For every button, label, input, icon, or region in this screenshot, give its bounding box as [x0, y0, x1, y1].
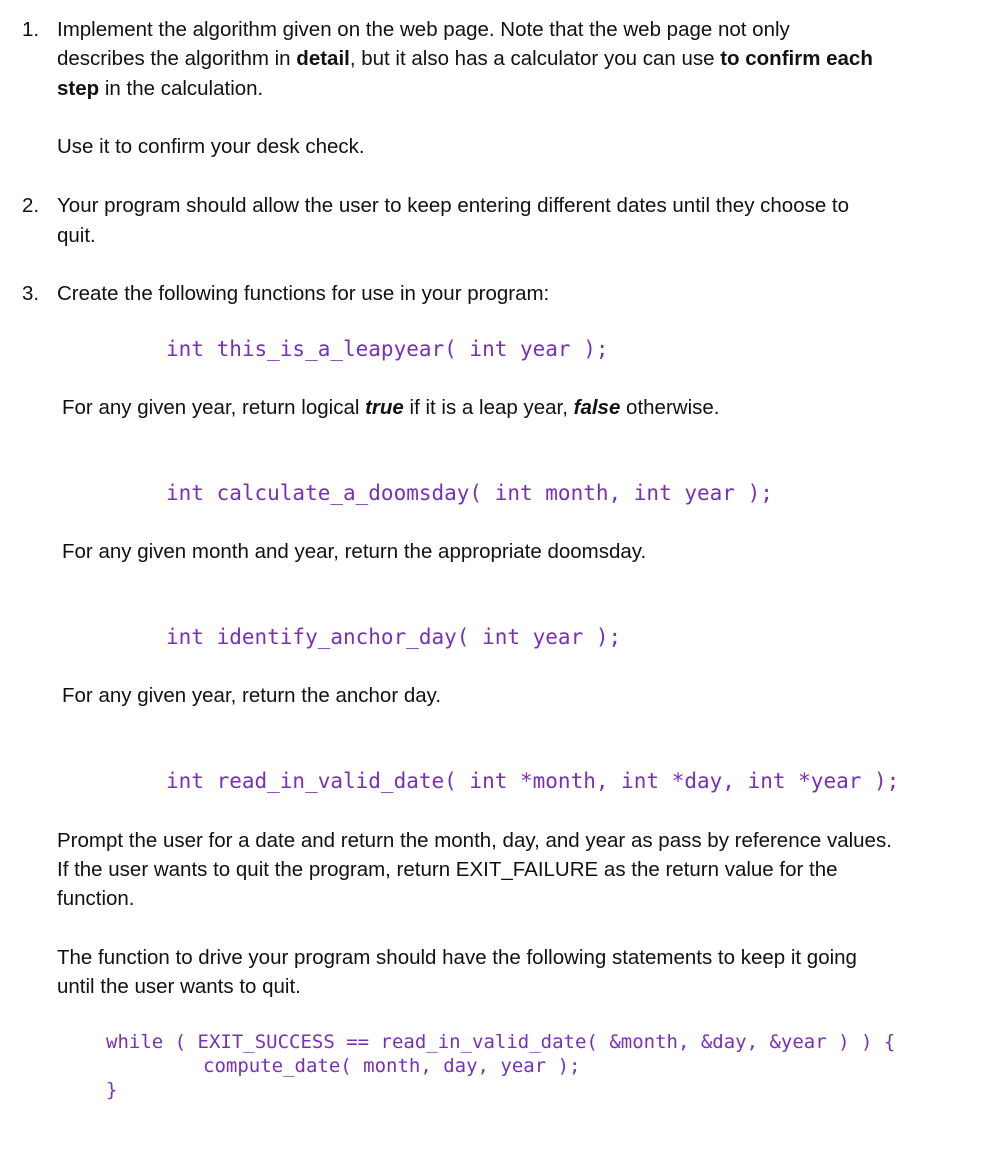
list-number-3: 3. [22, 282, 40, 305]
item-1-line-4: Use it to confirm your desk check. [57, 135, 365, 158]
text-run: if it is a leap year, [403, 396, 574, 419]
function-desc-read-date-line-2: If the user wants to quit the program, return EXIT_FAILURE as the return value for the [57, 858, 838, 881]
driver-code-line-2: compute_date( month, day, year ); [203, 1055, 581, 1077]
driver-code-line-1: while ( EXIT_SUCCESS == read_in_valid_date( &month, &day, &year ) ) { [106, 1031, 896, 1053]
text-run: in the calculation. [99, 77, 264, 100]
function-signature-leapyear: int this_is_a_leapyear( int year ); [166, 337, 609, 361]
list-number-1: 1. [22, 18, 40, 41]
list-number-2: 2. [22, 194, 40, 217]
function-signature-anchor-day: int identify_anchor_day( int year ); [166, 625, 622, 649]
bold-italic-text: true [365, 396, 404, 419]
bold-text: detail [296, 47, 350, 70]
function-desc-read-date-line-1: Prompt the user for a date and return the month, day, and year as pass by reference values. [57, 829, 892, 852]
text-run: otherwise. [620, 396, 720, 419]
function-desc-doomsday: For any given month and year, return the appropriate doomsday. [62, 540, 647, 563]
driver-code-line-3: } [106, 1079, 118, 1101]
driver-desc-line-2: until the user wants to quit. [57, 975, 301, 998]
bold-italic-text: false [573, 396, 621, 419]
item-1-line-3 [57, 74, 263, 104]
item-3-line-1: Create the following functions for use in your program: [57, 282, 550, 305]
function-desc-leapyear [62, 393, 720, 423]
function-desc-anchor-day: For any given year, return the anchor day. [62, 684, 442, 707]
item-1-line-2 [57, 44, 873, 74]
item-2-line-1: Your program should allow the user to keep entering different dates until they choose to [57, 194, 850, 217]
bold-text: step [57, 77, 100, 100]
bold-text: to confirm each [720, 47, 873, 70]
text-run: describes the algorithm in [57, 47, 297, 70]
driver-desc-line-1: The function to drive your program should have the following statements to keep it going [57, 946, 857, 969]
function-signature-read-date: int read_in_valid_date( int *month, int *day, int *year ); [166, 769, 900, 793]
text-run: For any given year, return logical [62, 396, 366, 419]
item-1-line-1: Implement the algorithm given on the web page. Note that the web page not only [57, 18, 790, 41]
text-run: , but it also has a calculator you can use [349, 47, 721, 70]
function-signature-doomsday: int calculate_a_doomsday( int month, int year ); [166, 481, 773, 505]
item-2-line-2: quit. [57, 224, 96, 247]
function-desc-read-date-line-3: function. [57, 887, 135, 910]
